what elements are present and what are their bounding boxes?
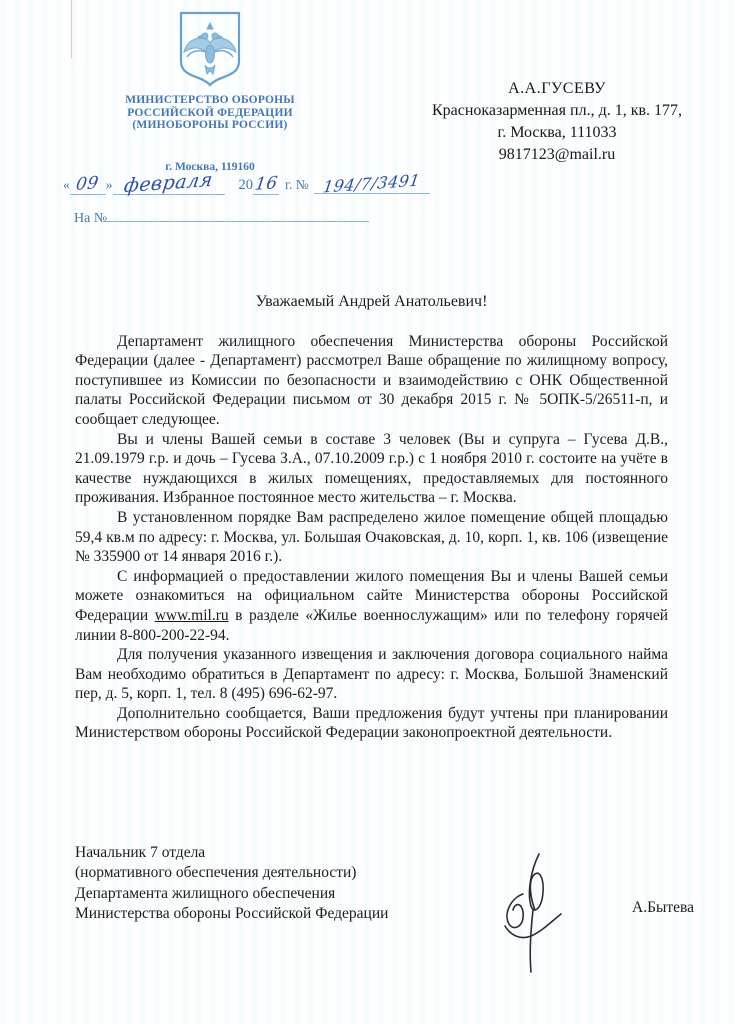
outgoing-number-field (314, 170, 430, 197)
signer-name: А.Бытева (632, 899, 695, 916)
scan-artifact-line (71, 0, 72, 58)
reference-number-label: На № (74, 211, 108, 226)
sender-city-line: г. Москва, 119160 (165, 160, 255, 173)
recipient-address-line-1: Красноказарменная пл., д. 1, кв. 177, (431, 102, 683, 119)
date-and-number-line (63, 168, 430, 202)
sender-org-line-2: РОССИЙСКОЙ ФЕДЕРАЦИИ (127, 106, 293, 119)
paragraph-5: Для получения указанного извещения и заключения договора социального найма Вам необходимо обратиться в Департамент по адресу: г. Москва, Большой Знаменский пер, д. 5, корп. 1, тел. 8 (495) 696-62-97. (75, 646, 668, 703)
sender-org-line-3: (МИНОБОРОНЫ РОССИИ) (132, 119, 288, 131)
handwritten-signature (487, 848, 572, 978)
handwritten-outgoing-number: 194/7/3491 (321, 170, 422, 197)
recipient-name: А.А.ГУСЕВУ (508, 80, 606, 97)
handwritten-year: 16 (253, 173, 279, 195)
handwritten-day: 09 (75, 173, 101, 195)
paragraph-3: В установленном порядке Вам распределено жилое помещение общей площадью 59,4 кв.м по адресу: г. Москва, ул. Большая Очаковская, д. 10, корп. 1, кв. 106 (извещение № 335900 от 14 января 2016 г.). (75, 508, 668, 566)
recipient-address-line-2: г. Москва, 111033 (497, 124, 617, 141)
paragraph-4 (75, 567, 668, 645)
reference-number-line (74, 206, 369, 227)
recipient-email: 9817123@mail.ru (498, 146, 616, 163)
mil-ru-link: www.mil.ru (154, 606, 229, 624)
quote-close-mark: » (105, 177, 113, 192)
letterhead-sender-block (110, 10, 310, 173)
sender-org-line-1: МИНИСТЕРСТВО ОБОРОНЫ (125, 94, 295, 106)
printed-year-prefix: 20 (238, 177, 253, 193)
signer-position-line-1: Начальник 7 отдела (75, 844, 206, 861)
letter-body (75, 292, 668, 743)
signer-position-line-4: Министерства обороны Российской Федерации (75, 904, 389, 922)
signer-position-line-2: (нормативного обеспечения деятельности) (75, 864, 357, 882)
paragraph-2: Вы и члены Вашей семьи в составе 3 человек (Вы и супруга – Гусева Д.В., 21.09.1979 г.р. и дочь – Гусева З.А., 07.10.2009 г.р.) с 1 ноября 2010 г. состоите на учёте в качестве нуждающихся в жилых помещениях, предоставляемых для постоянного проживания. Избранное постоянное место жительства – г. Москва. (75, 430, 668, 507)
handwritten-month: февраля (122, 168, 215, 198)
printed-number-label: г. № (285, 177, 309, 192)
month-field (113, 168, 225, 198)
paragraph-4-text-after: в разделе «Жилье военнослужащим» или по телефону горячей линии 8-800-200-22-94. (75, 606, 668, 644)
signer-position-block (75, 843, 388, 924)
year-field (253, 174, 279, 195)
recipient-block (396, 78, 718, 166)
salutation: Уважаемый Андрей Анатольевич! (255, 293, 488, 310)
quote-open-mark: « (63, 177, 70, 192)
paragraph-6: Дополнительно сообщается, Ваши предложения будут учтены при планировании Министерством обороны Российской Федерации законопроектной деятельности. (75, 704, 668, 742)
signer-position-line-3: Департамента жилищного обеспечения (75, 884, 336, 902)
paragraph-1: Департамент жилищного обеспечения Министерства обороны Российской Федерации (далее - Департамент) рассмотрел Ваше обращение по жилищному вопросу, поступившее из Комиссии по безопасности и взаимодействию с ОНК Общественной палаты Российской Федерации письмом от 30 декабря 2015 г. № 5ОПК-5/26511-п, и сообщает следующее. (75, 332, 668, 428)
day-field (70, 174, 106, 195)
ministry-emblem-icon (175, 10, 245, 90)
reference-number-blank (107, 206, 369, 222)
paragraph-4-text-before: С информацией о предоставлении жилого помещения Вы и члены Вашей семьи можете ознакомиться на официальном сайте Министерства обороны Российской Федерации (75, 567, 668, 624)
